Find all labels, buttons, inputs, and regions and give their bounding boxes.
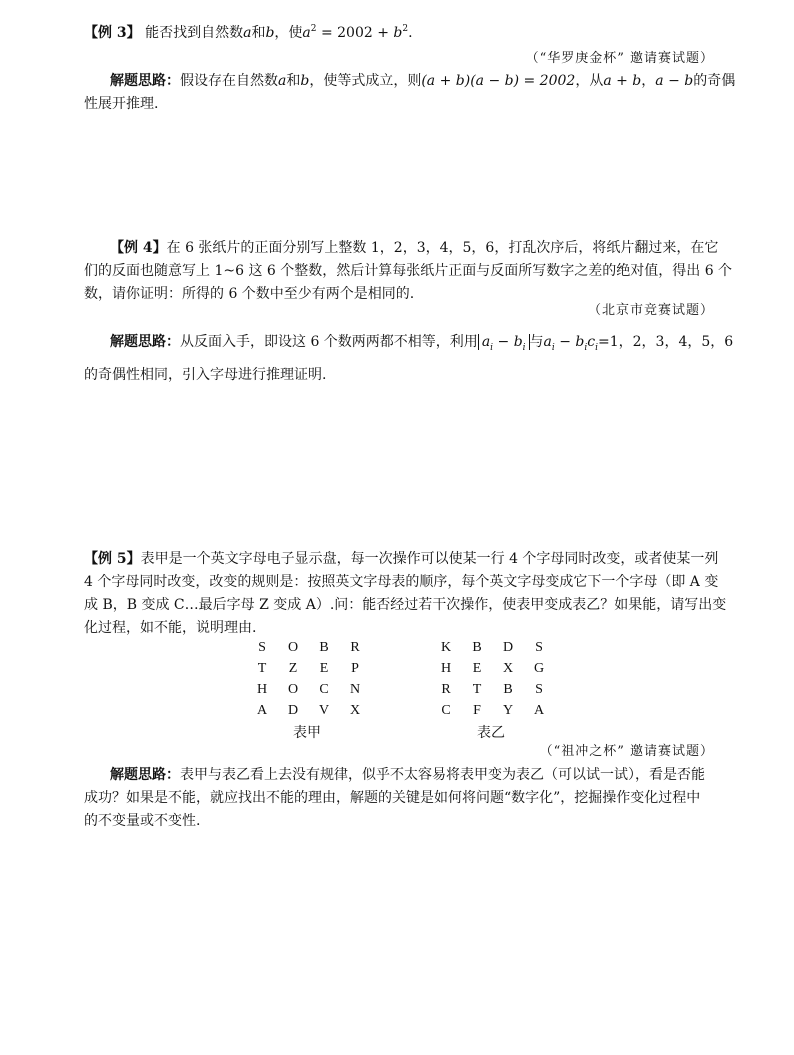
ex3-hint-a: 假设存在自然数 xyxy=(180,73,278,89)
grid-letter: A xyxy=(533,703,545,718)
ex5-line1-text: 表甲是一个英文字母电子显示盘，每一次操作可以使某一行 4 个字母同时改变，或者使某一列 xyxy=(140,551,719,567)
ex4-line2: 们的反面也随意写上 1~6 这 6 个整数，然后计算每张纸片正面与反面所写数字之差的绝对值，得出 6 个 xyxy=(84,263,733,279)
grid-letter: F xyxy=(473,703,481,718)
ex3-hint-line2: 性展开推理. xyxy=(84,96,159,112)
ex4-hint-a: 从反面入手，即设这 6 个数两两都不相等，利用 xyxy=(180,334,478,350)
caption-yi: 表乙 xyxy=(477,725,505,741)
ex5-line4: 化过程，如不能，说明理由. xyxy=(84,620,257,636)
ex3-source: （“华罗庚金杯” 邀请赛试题） xyxy=(525,51,714,66)
ex3-hint-eq: (a + b)(a − b) = 2002 xyxy=(421,73,576,89)
grid-letter: X xyxy=(502,661,514,676)
ex3-hint-f: a − b xyxy=(655,73,694,89)
ex5-hint-line1-text: 表甲与表乙看上去没有规律，似乎不太容易将表甲变为表乙（可以试一试），看是否能 xyxy=(180,767,705,783)
eq-a: a xyxy=(302,25,311,41)
hint-var-a: a xyxy=(278,73,287,89)
ex5-source: （“祖冲之杯” 邀请赛试题） xyxy=(539,744,714,759)
ex4-line3: 数，请你证明：所得的 6 个数中至少有两个是相同的. xyxy=(84,286,415,302)
grid-letter: G xyxy=(533,661,545,676)
ex4-hint-line2: 的奇偶性相同，引入字母进行推理证明. xyxy=(84,367,327,383)
grid-letter: O xyxy=(287,640,299,655)
ex3-statement xyxy=(84,18,720,44)
ex3-hint-d: a + b xyxy=(603,73,642,89)
ex4-source: （北京市竞赛试题） xyxy=(587,303,714,318)
caption-jia: 表甲 xyxy=(293,725,321,741)
ex3-period: . xyxy=(408,25,413,41)
grid-letter: O xyxy=(287,682,299,697)
ex5-hint-line2: 成功？如果是不能，就应找出不能的理由，解题的关键是如何将问题“数字化”，挖掘操作变化过程中 xyxy=(84,790,701,806)
grid-letter: C xyxy=(319,682,329,697)
grid-letter: N xyxy=(349,682,361,697)
ex4-line1-text: 在 6 张纸片的正面分别写上整数 1，2，3，4，5，6，打乱次序后，将纸片翻过来，在它 xyxy=(166,240,719,256)
ex3-hint-tag: 解题思路： xyxy=(110,73,180,89)
ex5-hint-line1 xyxy=(110,764,720,786)
ex5-line1 xyxy=(84,548,720,570)
ex4-hint-d: =1，2，3，4，5，6 xyxy=(598,334,734,350)
grid-letter: B xyxy=(319,640,329,655)
grid-letter: P xyxy=(351,661,359,676)
grid-letter: B xyxy=(472,640,482,655)
eq-exp-a: 2 xyxy=(310,24,317,34)
ex4-hint xyxy=(110,331,734,359)
grid-letter: K xyxy=(440,640,452,655)
grid-letter: A xyxy=(256,703,268,718)
ex5-hint-line3: 的不变量或不变性. xyxy=(84,813,201,829)
grid-letter: H xyxy=(440,661,452,676)
ex4-hint-tag: 解题思路： xyxy=(110,334,180,350)
grid-letter: S xyxy=(535,640,543,655)
ex3-hint-c: ，从 xyxy=(575,73,604,89)
grid-letter: D xyxy=(287,703,299,718)
grid-letter: X xyxy=(349,703,361,718)
grid-letter: D xyxy=(502,640,514,655)
grid-letter: B xyxy=(503,682,513,697)
ex3-hint-b: ，使等式成立，则 xyxy=(309,73,422,89)
ex4-line1 xyxy=(110,237,720,259)
ex3-tag: 【例 3】 xyxy=(84,25,141,41)
grid-letter: E xyxy=(319,661,329,676)
var-b: b xyxy=(265,25,275,41)
grid-letter: R xyxy=(350,640,360,655)
ex3-text-b: ，使 xyxy=(274,25,303,41)
eq-exp-b: 2 xyxy=(402,24,409,34)
grid-letter: R xyxy=(441,682,451,697)
ex4-tag: 【例 4】 xyxy=(110,240,167,256)
eq-b: b xyxy=(393,25,403,41)
ex5-line2: 4 个字母同时改变，改变的规则是：按照英文字母表的顺序，每个英文字母变成它下一个字母（即 A 变 xyxy=(84,574,719,590)
ex4-hint-b: 与 xyxy=(529,334,544,350)
grid-letter: Z xyxy=(288,661,298,676)
hint-and: 和 xyxy=(286,73,301,89)
grid-letter: E xyxy=(472,661,482,676)
eq-mid: = 2002 + xyxy=(316,25,394,41)
grid-letter: T xyxy=(257,661,267,676)
ex3-text-and: 和 xyxy=(251,25,266,41)
abs-expression: $a_i - b_i$ xyxy=(478,334,530,350)
grid-letter: Y xyxy=(502,703,514,718)
grid-letter: H xyxy=(256,682,268,697)
grid-letter: V xyxy=(318,703,330,718)
hint-var-b: b xyxy=(300,73,310,89)
grid-letter: S xyxy=(535,682,543,697)
ex5-line3: 成 B，B 变成 C…最后字母 Z 变成 A）.问：能否经过若干次操作，使表甲变成表乙？如果能，请写出变 xyxy=(84,597,727,613)
ex5-tag: 【例 5】 xyxy=(84,551,141,567)
grid-letter: T xyxy=(472,682,482,697)
var-a: a xyxy=(243,25,252,41)
ex3-hint-g: 的奇偶 xyxy=(693,73,736,89)
ex5-hint-tag: 解题思路： xyxy=(110,767,180,783)
ex3-hint-e: ， xyxy=(641,73,656,89)
ex3-hint xyxy=(110,70,736,92)
ex3-text-a: 能否找到自然数 xyxy=(145,25,244,41)
grid-letter: C xyxy=(441,703,451,718)
grid-letter: S xyxy=(258,640,266,655)
diff-expression: $a_i - b_ic_i$ xyxy=(543,334,599,353)
